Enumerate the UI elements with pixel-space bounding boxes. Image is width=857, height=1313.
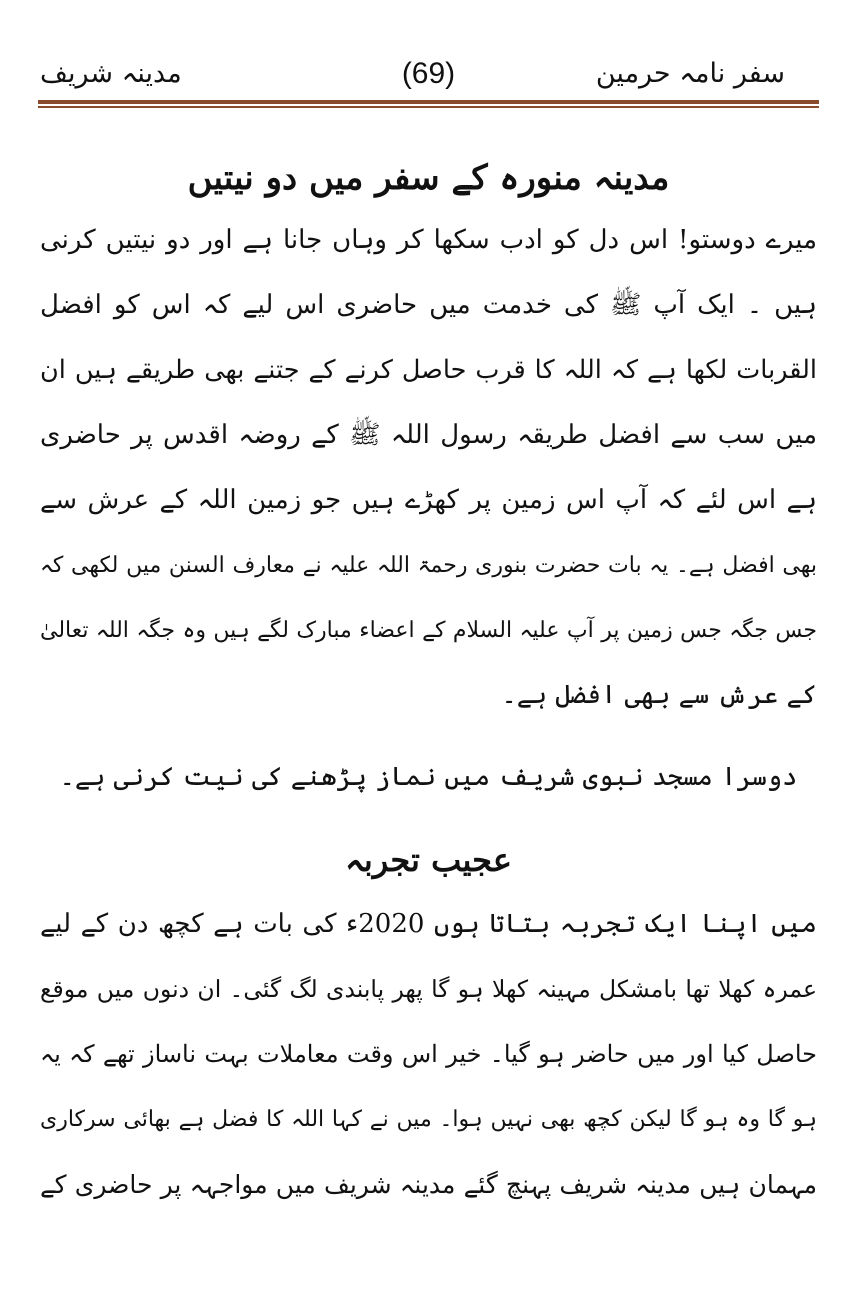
- text-line: میں سب سے افضل طریقہ رسول اللہ ﷺ کے روضہ اقدس پر حاضری: [40, 420, 817, 450]
- paragraph-two-intentions: [40, 208, 817, 728]
- header-divider-thick: [38, 100, 819, 104]
- header-chapter-title: مدینہ شریف: [40, 58, 182, 89]
- text-line: میرے دوستو! اس دل کو ادب سکھا کر وہاں جانا ہے اور دو نیتیں کرنی: [40, 225, 817, 255]
- text-line: القربات لکھا ہے کہ اللہ کا قرب حاصل کرنے کے جتنے بھی طریقے ہیں ان: [40, 355, 817, 385]
- paragraph-second-intention: [40, 745, 817, 810]
- header-book-title: سفر نامہ حرمین: [595, 58, 785, 89]
- header-page-number: (69): [401, 57, 456, 90]
- text-line: عمرہ کھلا تھا بامشکل مہینہ کھلا ہو گا پھر پابندی لگ گئی۔ ان دنوں میں موقع: [40, 975, 817, 1003]
- text-line: ہے اس لئے کہ آپ اس زمین پر کھڑے ہیں جو زمین اللہ کے عرش سے: [40, 485, 817, 515]
- section-heading-two-intentions: مدینہ منورہ کے سفر میں دو نیتیں: [187, 158, 670, 198]
- text-line: مہمان ہیں مدینہ شریف پہنچ گئے مدینہ شریف میں مواجہہ پر حاضری کے: [40, 1170, 817, 1199]
- section-heading-strange-experience: عجیب تجربہ: [345, 841, 512, 879]
- header-divider-thin: [38, 106, 819, 108]
- text-line: میں اپنا ایک تجربہ بتاتا ہوں 2020ء کی بات ہے کچھ دن کے لیے: [40, 909, 817, 939]
- text-line: کے عرش سے بھی افضل ہے۔: [501, 680, 817, 710]
- text-line: ہیں ۔ ایک آپ ﷺ کی خدمت میں حاضری اس لیے کہ اس کو افضل: [40, 290, 817, 320]
- paragraph-strange-experience: [40, 892, 817, 1217]
- text-line: دوسرا مسجد نبوی شریف میں نماز پڑھنے کی نیت کرنی ہے۔: [59, 762, 798, 792]
- text-line: ہو گا وہ ہو گا لیکن کچھ بھی نہیں ہوا۔ میں نے کہا اللہ کا فضل ہے بھائی سرکاری: [40, 1107, 817, 1132]
- text-line: بھی افضل ہے۔ یہ بات حضرت بنوری رحمۃ اللہ علیہ نے معارف السنن میں لکھی کہ: [40, 553, 817, 578]
- text-line: حاصل کیا اور میں حاضر ہو گیا۔ خیر اس وقت معاملات بہت ناساز تھے کہ یہ: [40, 1040, 817, 1068]
- text-line: جس جگہ جس زمین پر آپ علیہ السلام کے اعضاء مبارک لگے ہیں وہ جگہ اللہ تعالیٰ: [40, 618, 817, 643]
